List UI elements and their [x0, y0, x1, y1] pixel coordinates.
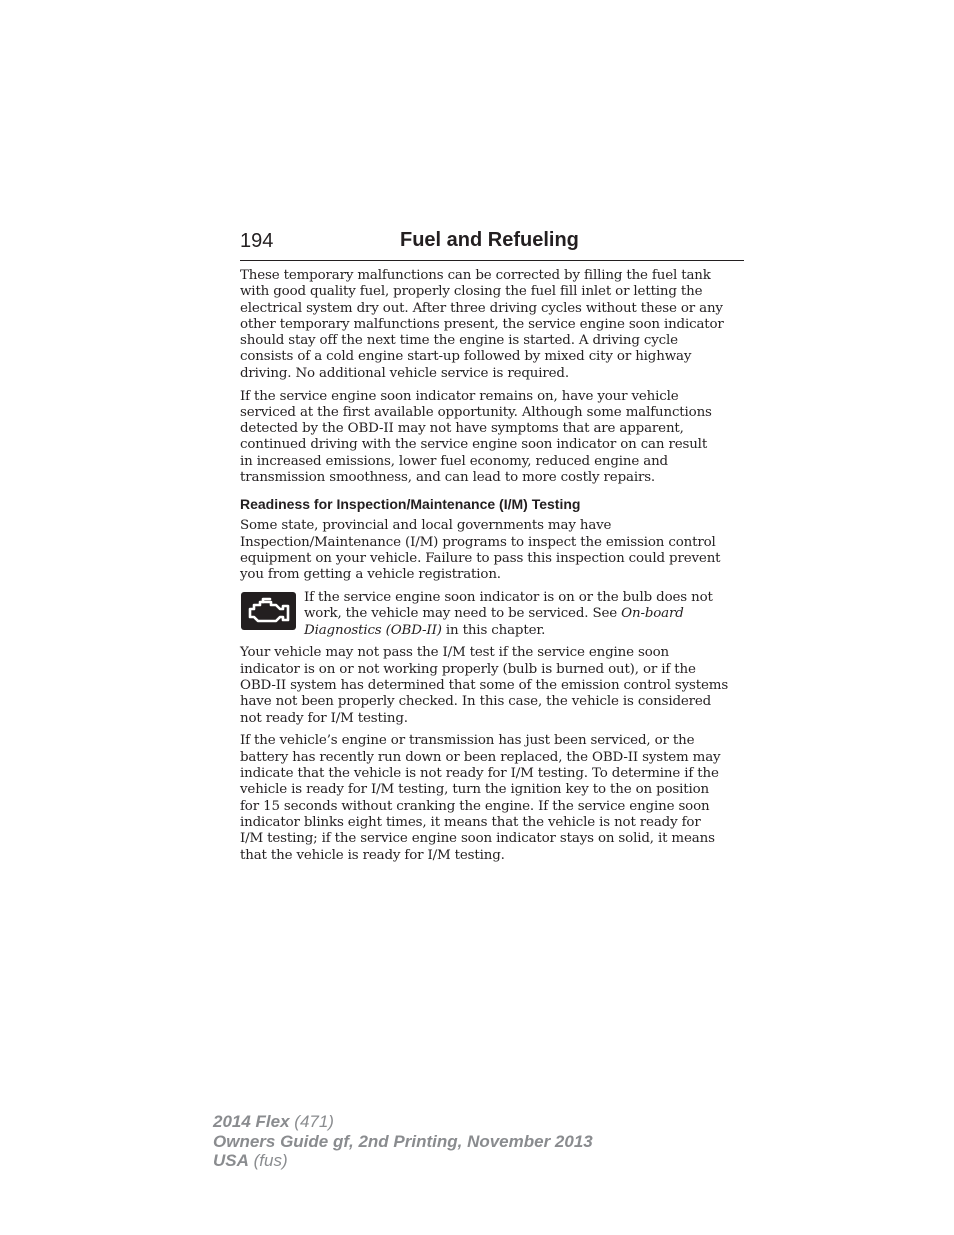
text-line: Your vehicle may not pass the I/M test if the service engine soon: [240, 645, 670, 661]
text-line: not ready for I/M testing.: [240, 710, 408, 726]
page-number: 194: [240, 230, 274, 252]
engine-indicator-note-text: [304, 590, 746, 639]
text-line: have not been properly checked. In this case, the vehicle is considered: [240, 694, 712, 710]
text-line: OBD-II system has determined that some of the emission control systems: [240, 678, 729, 694]
engine-icon-graphic: [245, 596, 293, 626]
text-line: If the service engine soon indicator remains on, have your vehicle: [240, 388, 679, 404]
text-line: equipment on your vehicle. Failure to pass this inspection could prevent: [240, 550, 721, 566]
text-line: Some state, provincial and local governments may have: [240, 518, 612, 534]
text-line: continued driving with the service engine soon indicator on can result: [240, 437, 708, 453]
footer-model: 2014 Flex: [213, 1112, 290, 1131]
text-line: [304, 623, 746, 639]
section-title: Fuel and Refueling: [400, 229, 579, 251]
text-line: detected by the OBD-II may not have symptoms that are apparent,: [240, 421, 684, 437]
text-line: consists of a cold engine start-up followed by mixed city or highway: [240, 349, 692, 365]
paragraph-recently-serviced: [240, 733, 746, 863]
page-footer: [213, 1112, 593, 1171]
text-line: for 15 seconds without cranking the engine. If the service engine soon: [240, 798, 710, 814]
footer-region-code: (fus): [248, 1151, 288, 1170]
engine-indicator-note: [240, 590, 746, 639]
text-line: [304, 606, 746, 622]
footer-model-line: [213, 1112, 593, 1132]
page-content: [240, 268, 746, 870]
footer-region: USA: [213, 1151, 249, 1170]
text-line: indicate that the vehicle is not ready for I/M testing. To determine if the: [240, 766, 719, 782]
text-run: work, the vehicle may need to be serviced. See: [304, 606, 622, 622]
text-line: Inspection/Maintenance (I/M) programs to inspect the emission control: [240, 534, 716, 550]
text-line: that the vehicle is ready for I/M testing.: [240, 847, 505, 863]
footer-model-code: (471): [289, 1112, 334, 1131]
paragraph-indicator-remains-on: [240, 389, 746, 487]
text-line: transmission smoothness, and can lead to more costly repairs.: [240, 470, 656, 486]
footer-region-line: [213, 1151, 593, 1171]
text-line: I/M testing; if the service engine soon indicator stays on solid, it means: [240, 831, 715, 847]
text-line: in increased emissions, lower fuel economy, reduced engine and: [240, 453, 668, 469]
text-run: in this chapter.: [441, 622, 546, 638]
text-line: battery has recently run down or been replaced, the OBD-II system may: [240, 749, 721, 765]
text-line: driving. No additional vehicle service is required.: [240, 365, 569, 381]
text-line: vehicle is ready for I/M testing, turn the ignition key to the on position: [240, 782, 710, 798]
text-line: should stay off the next time the engine is started. A driving cycle: [240, 333, 678, 349]
text-line: If the vehicle’s engine or transmission has just been serviced, or the: [240, 733, 695, 749]
paragraph-temporary-malfunctions: [240, 268, 746, 382]
subheading-readiness: Readiness for Inspection/Maintenance (I/M) Testing: [240, 496, 581, 513]
cross-reference-link: Diagnostics (OBD-II): [304, 622, 442, 638]
cross-reference-link: On-board: [621, 606, 684, 622]
paragraph-may-not-pass: [240, 645, 746, 726]
page-header: [240, 228, 744, 261]
text-line: you from getting a vehicle registration.: [240, 567, 501, 583]
text-line: with good quality fuel, properly closing the fuel fill inlet or letting the: [240, 284, 703, 300]
text-line: other temporary malfunctions present, the service engine soon indicator: [240, 316, 724, 332]
text-line: If the service engine soon indicator is on or the bulb does not: [304, 590, 713, 606]
footer-printing-line: Owners Guide gf, 2nd Printing, November 2013: [213, 1131, 593, 1151]
paragraph-state-programs: [240, 518, 746, 583]
text-line: indicator is on or not working properly (bulb is burned out), or if the: [240, 661, 696, 677]
text-line: electrical system dry out. After three driving cycles without these or any: [240, 300, 723, 316]
text-line: serviced at the first available opportunity. Although some malfunctions: [240, 404, 712, 420]
engine-icon: [241, 592, 296, 630]
text-line: These temporary malfunctions can be corrected by filling the fuel tank: [240, 268, 711, 283]
text-line: indicator blinks eight times, it means that the vehicle is not ready for: [240, 814, 701, 830]
